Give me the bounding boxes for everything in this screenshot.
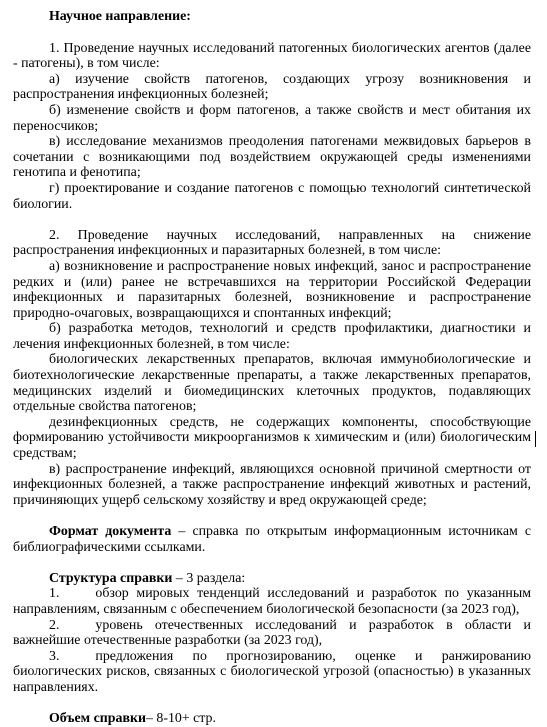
section2-intro: 2. Проведение научных исследований, направленных на снижение распространения инфекционных и паразитарных болезней, в том числе: [13, 227, 531, 259]
structure-paragraph [13, 571, 531, 587]
section1-item-d: г) проектирование и создание патогенов с помощью технологий синтетической биологии. [13, 180, 531, 212]
spacer [13, 696, 531, 712]
structure-item-number: 2. [49, 617, 60, 633]
section1-item-a: а) изучение свойств патогенов, создающих угрозу возникновения и распространения инфекционных болезней; [13, 71, 531, 103]
section2-subitem-disinfectants: дезинфекционных средств, не содержащих компоненты, способствующие формированию устойчивости микроорганизмов к химическим и (или) биологическим средствам; [13, 414, 531, 462]
section1-item-c: в) исследование механизмов преодоления патогенами межвидовых барьеров в сочетании с возникающими под воздействием окружающей среды изменениями генотипа и фенотипа; [13, 134, 531, 181]
section2-subitem-biologics: биологических лекарственных препаратов, включая иммунобиологические и биотехнологические лекарственные препараты, а также лекарственных препаратов, медицинских изделий и биомедицинских клеточных продуктов, подавляющих отдельные свойства патогенов; [13, 352, 531, 415]
section2-item-b: б) разработка методов, технологий и средств профилактики, диагностики и лечения инфекционных болезней, в том числе: [13, 321, 531, 352]
structure-item-1 [13, 586, 531, 617]
volume-paragraph [13, 711, 531, 727]
spacer [13, 508, 531, 524]
structure-item-number: 1. [49, 586, 60, 602]
format-text: – справка по открытым информационным источникам с библиографическими ссылками. [13, 524, 532, 555]
structure-item-text: обзор мировых тенденций исследований и разработок по указанным направлениям, связанным с обеспечением биологической безопасности (за 2023 год), [13, 586, 531, 617]
structure-item-2 [13, 618, 531, 649]
section2-item-a: а) возникновение и распространение новых инфекций, занос и распространение редких и (или) ранее не встречавшихся на территории Российской Федерации инфекционных и паразитарных болезней, возникновение и распространение природно-очаговых, возвращающихся и спонтанных инфекций; [13, 258, 531, 321]
section2-item-c: в) распространение инфекций, являющихся основной причиной смертности от инфекционных болезней, а также распространение инфекций животных и растений, причиняющих ущерб сельскому хозяйству и вред окружающей среде; [13, 461, 531, 508]
format-paragraph [13, 524, 531, 555]
volume-text: – 8-10+ стр. [145, 711, 216, 727]
spacer [13, 555, 531, 571]
spacer [13, 212, 531, 228]
structure-text: – 3 раздела: [172, 570, 246, 586]
structure-label: Структура справки [49, 570, 173, 586]
volume-label: Объем справки [49, 711, 146, 727]
section1-intro: 1. Проведение научных исследований патогенных биологических агентов (далее - патогены), в том числе: [13, 40, 531, 72]
structure-item-text: уровень отечественных исследований и разработок в области и важнейшие отечественные разработки (за 2023 год), [13, 617, 531, 649]
section-heading: Научное направление: [49, 9, 191, 24]
text-cursor [535, 431, 536, 447]
structure-item-number: 3. [49, 648, 60, 664]
structure-item-text: предложения по прогнозированию, оценке и ранжированию биологических рисков, связанных с биологической угрозой (опасностью) в указанных направлениях. [13, 648, 531, 695]
structure-item-3 [13, 649, 531, 696]
section1-item-b: б) изменение свойств и форм патогенов, а также свойств и мест обитания их переносчиков; [13, 102, 531, 134]
document-body [13, 9, 531, 727]
format-label: Формат документа [49, 524, 172, 539]
